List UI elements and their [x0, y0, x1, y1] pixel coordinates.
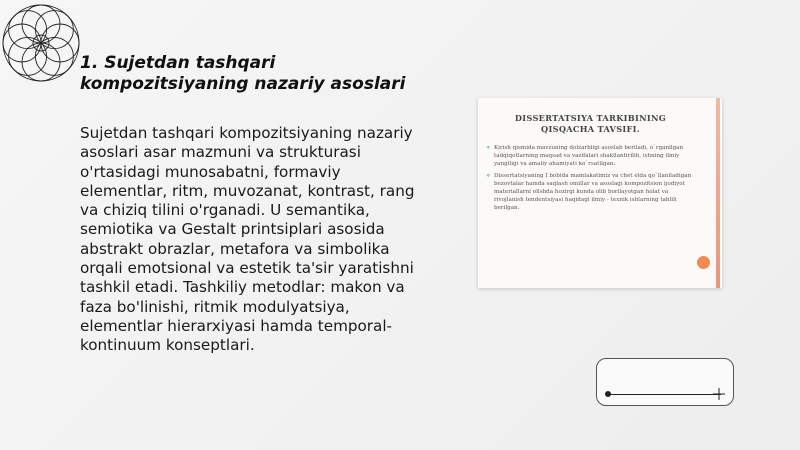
embedded-slide-thumbnail: [478, 98, 722, 288]
bullet-icon: ❖: [486, 145, 491, 151]
thumbnail-list-item-text: Kirish qismida mavzuning dolzarbligi asoslab beriladi, o`rganilgan tadqiqotlarning maqsad va vazifalari shakllantirilib, ishning ilmiy yangiligi va amaliy ahamiyati ko`rsatilgan.: [494, 145, 684, 167]
slide-title: 1. Sujetdan tashqari kompozitsiyaning nazariy asoslari: [80, 53, 406, 94]
thumbnail-list-item-text: Dissertatsiyaning I bobida mamlakatimiz va chet elda qo`llaniladigan bezovtalar hamda saqlash omillar va asoslagi kompozitsion ijodiyot materiallarni ollshda hozirgi kunda olib borilayotgan holat va rivojlanish tendentsiyasi haqidagi ilmiy - texnik ishlarning tahlili berilgan.: [494, 173, 692, 211]
thumbnail-list-item: [486, 144, 694, 168]
slide-body-text: Sujetdan tashqari kompozitsiyaning nazariy asoslari asar mazmuni va strukturasi o'rtasidagi munosabatni, formaviy elementlar, ritm, muvozanat, kontrast, rang va chiziq tilini o'rganadi. U semantika, semiotika va Gestalt printsiplari asosida abstrakt obrazlar, metafora va simbolika orqali emotsional va estetik ta'sir yaratishni tashkil etadi. Tashkiliy metodlar: makon va faza bo'linishi, ritmik modulyatsiya, elementlar hierarxiyasi hamda temporal-kontinuum konseptlari.: [80, 124, 415, 355]
thumbnail-list-item: [486, 172, 694, 212]
thumbnail-accent-bar: [716, 98, 720, 288]
crosshair-icon[interactable]: [713, 388, 725, 400]
media-start-dot-icon[interactable]: [605, 391, 611, 397]
media-progress-track[interactable]: [608, 394, 721, 395]
thumbnail-title: [498, 113, 683, 135]
thumbnail-accent-dot: [697, 256, 710, 269]
media-player-control[interactable]: [596, 358, 734, 406]
bullet-icon: ❖: [486, 173, 491, 179]
thumbnail-list: [486, 144, 694, 216]
thumbnail-title-line: DISSERTATSIYA TARKIBINING: [514, 113, 667, 123]
spirograph-decoration-icon: [0, 2, 82, 84]
thumbnail-title-line: QISQACHA TAVSIFI.: [541, 124, 640, 134]
